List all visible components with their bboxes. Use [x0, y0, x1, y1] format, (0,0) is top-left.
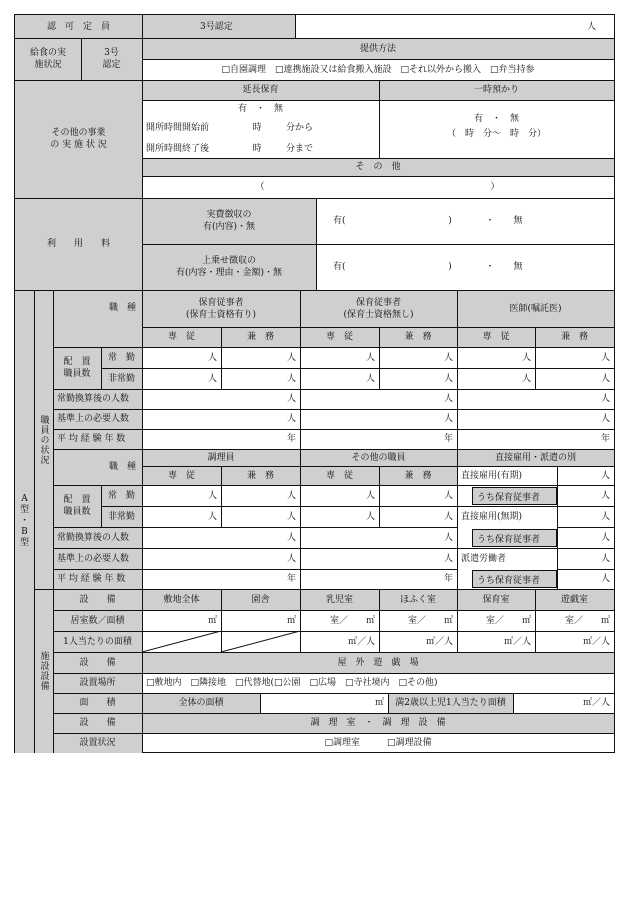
meals-method-label: 提供方法	[142, 38, 614, 59]
regular-label-1: 常 勤	[101, 347, 142, 368]
kitchen-status-label: 設置状況	[53, 733, 142, 753]
u: 人	[443, 511, 453, 522]
u: 年	[600, 434, 610, 444]
rule	[221, 327, 222, 389]
meals-nintei: 3号 認定	[81, 38, 142, 80]
u: 年	[286, 574, 296, 584]
fac-col-crawl: ほふく室	[379, 589, 457, 610]
rule	[15, 290, 615, 291]
rule	[221, 466, 222, 527]
u: ㎡／人	[425, 636, 453, 647]
top-up-value: 有(	[333, 262, 346, 272]
assign-label-2: 配 置 職員数	[53, 485, 101, 527]
nonregular-label-1: 非常勤	[101, 368, 142, 389]
assign-label-1: 配 置 職員数	[53, 347, 101, 389]
capacity-label: 認 可 定 員	[15, 15, 142, 38]
facility-label: 施設設備	[34, 589, 53, 753]
kitchen-options: □調理室 □調理設備	[324, 738, 432, 748]
u: 人	[600, 414, 610, 424]
total-area-unit: ㎡	[374, 698, 384, 708]
rule	[53, 409, 615, 410]
u: 人	[286, 532, 296, 543]
u: ㎡／人	[503, 636, 531, 647]
regular-label-2: 常 勤	[101, 485, 142, 506]
s1-part-1: 兼 務	[221, 327, 300, 347]
rule	[53, 631, 615, 632]
temporary-availability: 有 ・ 無	[473, 114, 519, 124]
rule	[81, 38, 82, 80]
rule	[388, 693, 389, 713]
rooms-area-label: 居室数／面積	[53, 610, 142, 631]
actual-cost-close: )	[448, 216, 452, 226]
area-label: 面 積	[53, 693, 142, 713]
u: 人	[600, 511, 610, 522]
u: 人	[443, 532, 453, 543]
rule	[53, 713, 615, 714]
rule	[101, 485, 102, 527]
rule	[15, 198, 615, 199]
fte-label-1: 常勤換算後の人数	[53, 389, 142, 409]
u: 人	[207, 511, 217, 522]
actual-cost-label: 実費徴収の 有(内容)・無	[142, 198, 316, 244]
u: 人	[286, 414, 296, 424]
u: 人	[443, 373, 453, 384]
capacity-unit: 人	[586, 21, 596, 32]
close-after-label: 開所時間終了後	[146, 143, 210, 154]
top-up-close: )	[448, 262, 452, 272]
u: 人	[521, 352, 531, 363]
rule	[53, 693, 615, 694]
equip-label-2: 設 備	[53, 652, 142, 673]
actual-cost-no: 無	[513, 216, 523, 226]
rule	[557, 527, 615, 528]
rule	[53, 449, 615, 450]
rule	[535, 327, 536, 389]
top-up-no: 無	[513, 262, 523, 272]
rule	[53, 610, 615, 611]
u: 人	[600, 490, 610, 501]
rule	[379, 80, 380, 158]
rule	[53, 569, 457, 570]
u: ㎡	[207, 615, 217, 626]
rule	[300, 589, 301, 652]
other-services-label: その他の事業 の 実 施 状 況	[15, 80, 142, 198]
u: 人	[521, 373, 531, 384]
fac-col-infant: 乳児室	[300, 589, 379, 610]
per-person-label: 1人当たりの面積	[53, 631, 142, 652]
u: 人	[286, 511, 296, 522]
nonregular-label-2: 非常勤	[101, 506, 142, 527]
rule	[15, 38, 615, 39]
other-paren-right: ）	[490, 182, 500, 192]
rule	[53, 548, 615, 549]
fac-col-nursery: 保育室	[457, 589, 535, 610]
rule	[535, 589, 536, 652]
rule	[457, 506, 615, 507]
extended-availability: 有 ・ 無	[237, 103, 283, 114]
rule	[142, 158, 615, 159]
rule	[53, 290, 54, 753]
rule	[34, 589, 615, 590]
extended-care-header: 延長保育	[142, 80, 379, 100]
emp-direct-indef: 直接雇用(無期)	[461, 511, 523, 522]
rule	[316, 198, 317, 290]
u: 人	[286, 394, 296, 404]
fees-label: 利 用 料	[15, 198, 142, 290]
u: 人	[365, 511, 375, 522]
u: 人	[207, 490, 217, 501]
s1-full-2: 専 従	[300, 327, 379, 347]
u: 人	[600, 352, 610, 363]
u: ㎡／人	[347, 636, 375, 647]
fac-col-site: 敷地全体	[142, 589, 221, 610]
open-before-label: 開所時間開始前	[146, 123, 210, 133]
rule	[101, 368, 615, 369]
fac-col-play: 遊戯室	[535, 589, 614, 610]
s2-full-1: 専 従	[142, 466, 221, 485]
capacity-type: 3号認定	[142, 15, 295, 38]
u: 人	[286, 490, 296, 501]
rule	[142, 59, 615, 60]
emp-direct-fixed: 直接雇用(有期)	[461, 470, 523, 481]
u: 人	[443, 553, 453, 564]
rule	[300, 290, 301, 589]
u: 室／ ㎡	[485, 615, 531, 626]
u: 人	[365, 373, 375, 384]
meals-label: 給食の実 施状況	[15, 38, 81, 80]
rule	[457, 290, 458, 589]
u: 人	[600, 470, 610, 481]
rule	[15, 80, 615, 81]
u: 人	[443, 490, 453, 501]
rule	[53, 347, 615, 348]
rule	[142, 176, 615, 177]
u: 年	[286, 434, 296, 444]
rule	[53, 389, 615, 390]
u: 人	[600, 373, 610, 384]
other-paren-left: （	[255, 182, 265, 192]
actual-cost-dot: ・	[485, 216, 495, 226]
u: 人	[365, 490, 375, 501]
u: 人	[600, 553, 610, 564]
u: 年	[443, 574, 453, 584]
s2-part-1: 兼 務	[221, 466, 300, 485]
u: 人	[600, 532, 610, 543]
kitchen-title: 調 理 室 ・ 調 理 設 備	[142, 713, 614, 733]
rule	[379, 466, 380, 527]
emp-dispatched: 派遣労働者	[461, 553, 507, 564]
temporary-time: （ 時 分～ 時 分）	[446, 129, 546, 139]
rule	[557, 569, 615, 570]
staff1-col-qualified: 保育従事者 (保育士資格有り)	[142, 290, 300, 327]
staff2-col-emp: 直接雇用・派遣の別	[457, 449, 614, 466]
staff-status-label: 職員の状況	[34, 290, 53, 589]
u: 人	[286, 553, 296, 564]
s1-part-2: 兼 務	[379, 327, 457, 347]
rule	[142, 244, 615, 245]
s2-part-2: 兼 務	[379, 466, 457, 485]
location-label: 設置場所	[53, 673, 142, 693]
u: 室／ ㎡	[564, 615, 610, 626]
s1-full-1: 専 従	[142, 327, 221, 347]
temporary-care-header: 一時預かり	[379, 80, 614, 100]
u: 人	[443, 414, 453, 424]
u: 人	[600, 574, 610, 584]
rule	[457, 589, 458, 652]
equip-label-1: 設 備	[53, 589, 142, 610]
years-label-2: 平 均 経 験 年 数	[53, 569, 142, 589]
other-header: そ の 他	[142, 158, 614, 176]
open-before-min: 分から	[286, 123, 314, 133]
close-after-min: 分まで	[286, 143, 314, 154]
rule	[142, 15, 143, 753]
diag-2	[221, 631, 300, 652]
rule	[53, 485, 615, 486]
fac-col-building: 園舎	[221, 589, 300, 610]
u: 年	[443, 434, 453, 444]
u: 人	[207, 373, 217, 384]
u: 人	[600, 394, 610, 404]
rule	[379, 589, 380, 652]
u: 室／ ㎡	[329, 615, 375, 626]
rule	[101, 506, 457, 507]
rule	[221, 589, 222, 652]
required-label-1: 基準上の必要人数	[53, 409, 142, 429]
u: 人	[207, 352, 217, 363]
top-up-dot: ・	[485, 262, 495, 272]
rule	[53, 673, 615, 674]
actual-cost-value: 有(	[333, 216, 346, 226]
rule	[53, 652, 615, 653]
emp-sub-3: うち保育従事者	[472, 570, 557, 588]
staff1-col-unqualified: 保育従事者 (保育士資格無し)	[300, 290, 457, 327]
rule	[101, 347, 102, 389]
rule	[557, 466, 558, 589]
open-before-hour: 時	[252, 123, 262, 133]
u: 人	[286, 373, 296, 384]
equip-label-3: 設 備	[53, 713, 142, 733]
diag-1	[142, 631, 221, 652]
rule	[295, 15, 296, 38]
top-up-label: 上乗せ徴収の 有(内容・理由・金額)・無	[142, 244, 316, 290]
s1-full-3: 専 従	[457, 327, 535, 347]
meals-options: □自園調理 □連携施設又は給食搬入施設 □それ以外から搬入 □弁当持参	[221, 64, 535, 75]
ab-type-label: A 型 ・ B 型	[15, 290, 34, 753]
location-options: □敷地内 □隣接地 □代替地(□公園 □広場 □寺社境内 □その他)	[146, 678, 438, 688]
rule	[53, 527, 457, 528]
u: 人	[443, 352, 453, 363]
u: 人	[286, 352, 296, 363]
over2-unit: ㎡／人	[582, 698, 610, 708]
years-label-1: 平 均 経 験 年 数	[53, 429, 142, 449]
rule	[513, 693, 514, 713]
emp-sub-2: うち保育従事者	[472, 529, 557, 547]
rule	[53, 429, 615, 430]
u: ㎡	[286, 615, 296, 626]
job-type-label-1: 職 種	[53, 290, 142, 347]
u: ㎡／人	[582, 636, 610, 647]
rule	[379, 327, 380, 389]
fte-label-2: 常勤換算後の人数	[53, 527, 142, 548]
u: 人	[443, 394, 453, 404]
close-after-hour: 時	[252, 143, 262, 154]
u: 人	[365, 352, 375, 363]
rule	[260, 693, 261, 713]
rule	[53, 733, 615, 734]
rule	[34, 290, 35, 753]
over2-label: 満2歳以上児1人当たり面積	[388, 693, 513, 713]
total-area-label: 全体の面積	[142, 693, 260, 713]
outdoor-title: 屋 外 遊 戯 場	[142, 652, 614, 673]
emp-sub-1: うち保育従事者	[472, 487, 557, 505]
staff2-col-other: その他の職員	[300, 449, 457, 466]
required-label-2: 基準上の必要人数	[53, 548, 142, 569]
u: 室／ ㎡	[407, 615, 453, 626]
job-type-label-2: 職 種	[53, 449, 142, 485]
s1-part-3: 兼 務	[535, 327, 614, 347]
s2-full-2: 専 従	[300, 466, 379, 485]
staff2-col-cook: 調理員	[142, 449, 300, 466]
staff1-col-doctor: 医師(嘱託医)	[457, 290, 614, 327]
